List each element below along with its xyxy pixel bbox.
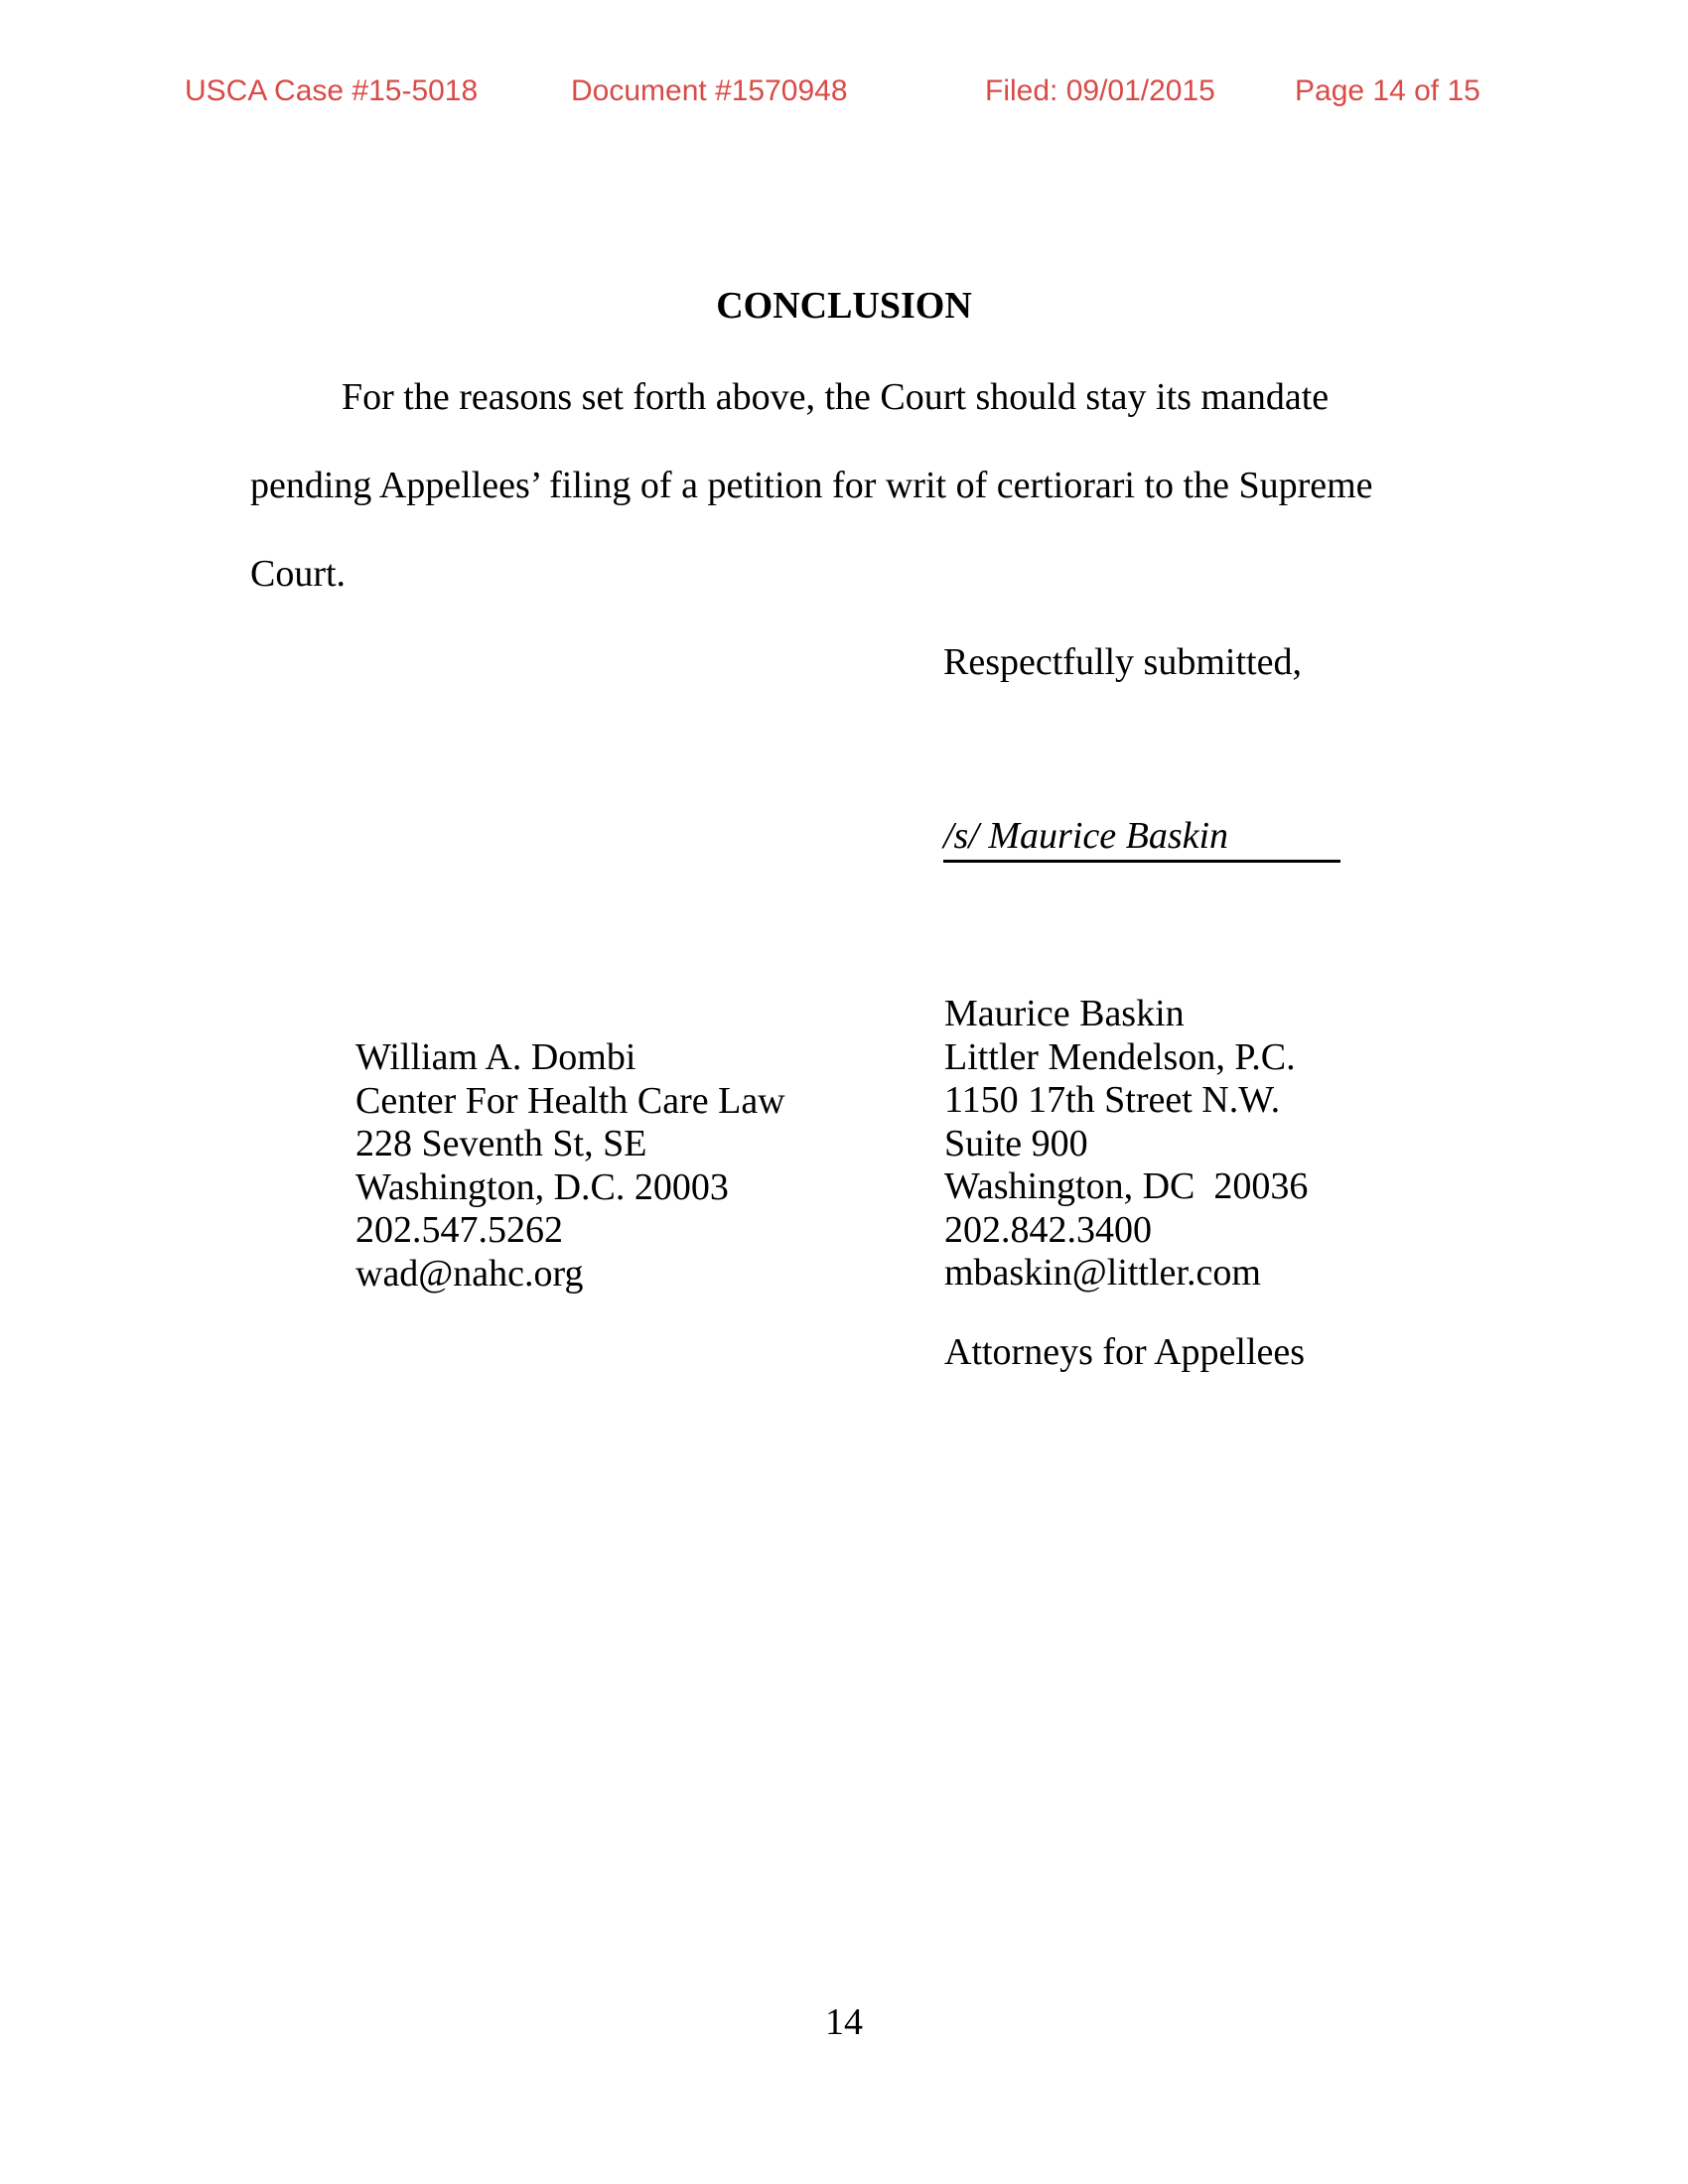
signer-street: 228 Seventh St, SE: [355, 1123, 647, 1164]
page-number: 14: [825, 2001, 863, 2043]
signer-block-right: [944, 993, 1308, 1296]
signer-street: 1150 17th Street N.W.: [944, 1079, 1281, 1121]
signer-suite: Suite 900: [944, 1122, 1088, 1164]
signer-phone: 202.547.5262: [355, 1209, 563, 1251]
signer-firm: Center For Health Care Law: [355, 1079, 785, 1122]
signer-block-left: [355, 1036, 785, 1296]
paragraph-line: Court.: [250, 553, 347, 595]
signer-email: mbaskin@littler.com: [944, 1252, 1261, 1294]
electronic-signature-line: /s/ Maurice Baskin: [943, 817, 1340, 863]
stamp-case-number: USCA Case #15-5018: [185, 74, 479, 107]
signer-email: wad@nahc.org: [355, 1252, 584, 1295]
paragraph-line: pending Appellees’ filing of a petition for writ of certiorari to the Supreme: [250, 465, 1373, 506]
signer-name: William A. Dombi: [355, 1036, 636, 1078]
closing-phrase: Respectfully submitted,: [943, 641, 1302, 683]
signer-phone: 202.842.3400: [944, 1208, 1152, 1251]
signer-city: Washington, D.C. 20003: [355, 1165, 729, 1208]
signer-firm: Littler Mendelson, P.C.: [944, 1035, 1296, 1078]
signer-name: Maurice Baskin: [944, 993, 1185, 1034]
conclusion-heading: CONCLUSION: [716, 285, 972, 327]
attorneys-role-line: Attorneys for Appellees: [944, 1331, 1306, 1373]
ecf-stamp-header: [0, 76, 1688, 116]
signer-city: Washington, DC 20036: [944, 1165, 1309, 1207]
stamp-filed-date: Filed: 09/01/2015: [985, 74, 1215, 107]
paragraph-line: For the reasons set forth above, the Court should stay its mandate: [342, 376, 1330, 418]
stamp-document-number: Document #1570948: [571, 74, 848, 107]
stamp-page-indicator: Page 14 of 15: [1295, 74, 1480, 107]
